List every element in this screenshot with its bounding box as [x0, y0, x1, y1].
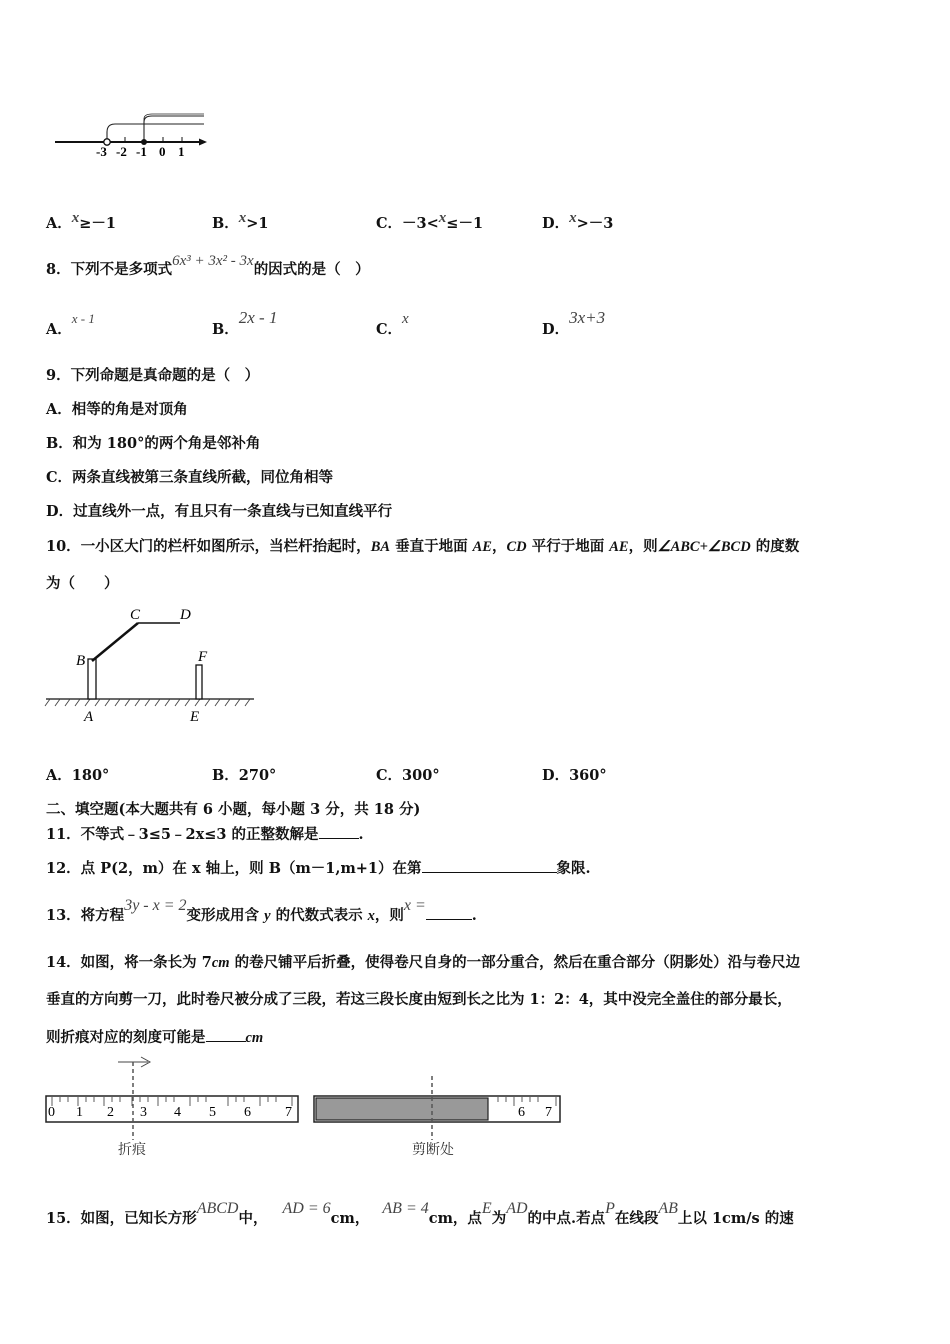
q14-line3: 则折痕对应的刻度可能是 cm: [46, 1029, 264, 1046]
ruler-tick: 4: [174, 1105, 181, 1120]
tick-label: 1: [178, 144, 185, 159]
answer-blank: [422, 859, 557, 873]
ruler-tick: 6: [518, 1105, 525, 1120]
q10-stem-line2: 为（ ）: [46, 575, 119, 592]
tick-label: -1: [136, 144, 147, 159]
ruler-tick: 7: [545, 1105, 552, 1120]
q8-stem: 8．下列不是多项式6x³ + 3x² - 3x的因式的是（ ）: [46, 253, 370, 278]
q8-option-a: A．x - 1: [46, 311, 95, 338]
q14-line1: 14．如图，将一条长为 7cm 的卷尺铺平后折叠，使得卷尺自身的一部分重合，然后在重合部分（阴影处）沿与卷尺边: [46, 954, 801, 971]
q11: 11．不等式﹣3≤5﹣2x≤3 的正整数解是 .: [46, 826, 364, 843]
fig-label-a: A: [84, 709, 94, 725]
answer-blank: [206, 1028, 246, 1042]
q10-option-d: D．360°: [542, 767, 607, 784]
q9-option-d: D．过直线外一点，有且只有一条直线与已知直线平行: [46, 503, 393, 520]
tick-label: -2: [116, 144, 127, 159]
number-line-figure: [52, 110, 212, 162]
q8-option-c: C．x: [376, 311, 409, 338]
ruler-tick: 2: [107, 1105, 114, 1120]
gate-figure: [42, 603, 258, 725]
ruler-tick: 1: [76, 1105, 83, 1120]
ruler-figure: [40, 1050, 570, 1162]
q9-option-b: B．和为 180°的两个角是邻补角: [46, 435, 261, 452]
q7-option-b: B．x>1: [212, 210, 269, 232]
q12: 12．点 P(2，m）在 x 轴上，则 B（m－1,m+1）在第 象限.: [46, 860, 591, 877]
fig-label-b: B: [76, 653, 86, 669]
fig-label-e: E: [190, 709, 200, 725]
tick-label: -3: [96, 144, 107, 159]
fig-label-c: C: [130, 607, 141, 623]
q7-option-c: C．－3<x≤－1: [376, 210, 484, 232]
ruler-tick: 3: [140, 1105, 147, 1120]
answer-blank: [319, 825, 359, 839]
q13: 13．将方程3y - x = 2变形成用含 y 的代数式表示 x，则x =.: [46, 897, 477, 924]
answer-blank: [426, 906, 472, 920]
q10-option-b: B．270°: [212, 767, 277, 784]
ruler-tick: 0: [48, 1105, 55, 1120]
ruler-tick: 7: [285, 1105, 292, 1120]
q15-line1: 15．如图，已知长方形ABCD中， AD = 6cm， AB = 4cm，点E为AD的中点.若点P在线段AB上以 1cm/s 的速: [46, 1200, 794, 1227]
q10-option-c: C．300°: [376, 767, 440, 784]
q14-line2: 垂直的方向剪一刀，此时卷尺被分成了三段，若这三段长度由短到长之比为 1：2：4，其中没完全盖住的部分最长，: [46, 991, 792, 1008]
fold-label: 折痕: [118, 1142, 146, 1158]
ruler-tick: 6: [244, 1105, 251, 1120]
q9-option-c: C．两条直线被第三条直线所截，同位角相等: [46, 469, 334, 486]
fig-label-f: F: [198, 649, 208, 665]
q10-option-a: A．180°: [46, 767, 110, 784]
q7-option-a: A．x≥－1: [46, 210, 117, 232]
q8-option-d: D．3x+3: [542, 308, 606, 338]
fig-label-d: D: [180, 607, 191, 623]
q10-stem: 10．一小区大门的栏杆如图所示，当栏杆抬起时，BA 垂直于地面 AE，CD 平行于地面 AE，则∠ABC+∠BCD 的度数: [46, 538, 800, 555]
q7-option-d: D．x>－3: [542, 210, 614, 232]
q9-stem: 9．下列命题是真命题的是（ ）: [46, 367, 260, 384]
q8-option-b: B．2x - 1: [212, 308, 278, 338]
ruler-tick: 5: [209, 1105, 216, 1120]
section-heading: 二、填空题(本大题共有 6 小题，每小题 3 分，共 18 分): [46, 801, 421, 818]
tick-label: 0: [159, 144, 166, 159]
cut-label: 剪断处: [412, 1142, 454, 1158]
q9-option-a: A．相等的角是对顶角: [46, 401, 188, 418]
